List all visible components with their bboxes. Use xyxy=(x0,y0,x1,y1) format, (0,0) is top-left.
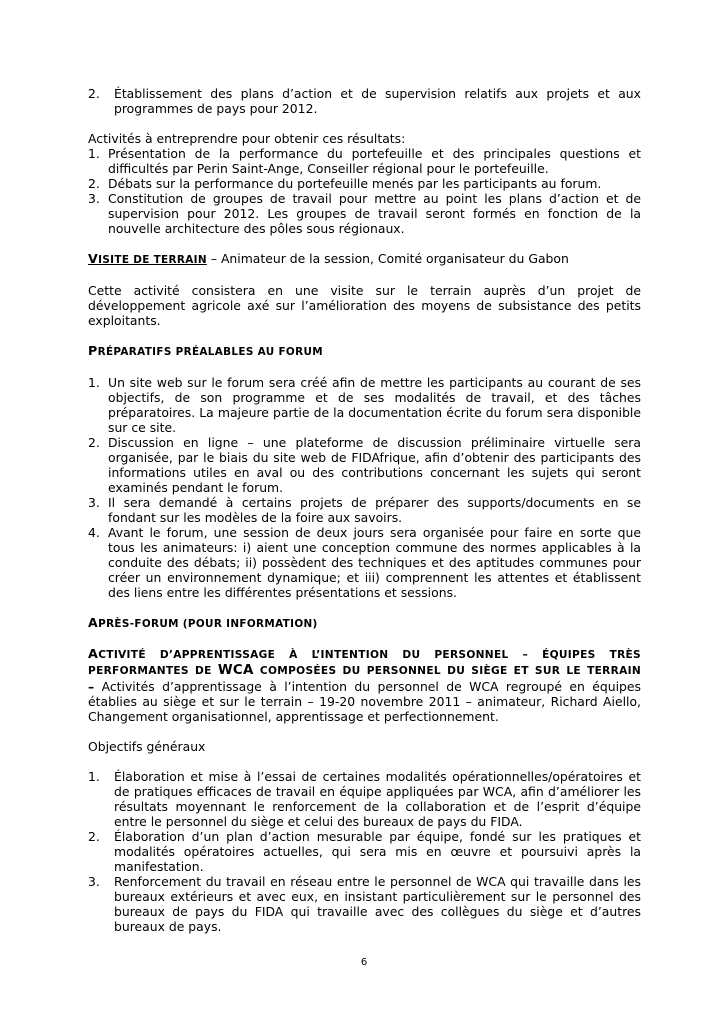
list-item xyxy=(88,176,641,191)
heading-dash: – xyxy=(88,679,95,694)
document-page xyxy=(88,86,641,934)
list-number: 2. xyxy=(88,176,100,191)
staff-learning-text: – Activités d’apprentissage à l’intention du personnel de WCA regroupé en équipes établies au siège et sur le terrain – 19-20 novembre 2011 – animateur, Richard Aiello, Changement organisationnel, apprentissage et perfectionnement. xyxy=(88,679,641,724)
after-forum-heading: APRÈS-FORUM (POUR INFORMATION) xyxy=(88,615,318,630)
intro-list xyxy=(88,86,641,116)
list-number: 1. xyxy=(88,375,100,390)
list-text: Établissement des plans d’action et de supervision relatifs aux projets et aux programmes de pays pour 2012. xyxy=(114,86,641,116)
list-item xyxy=(88,191,641,236)
page-number: 6 xyxy=(360,957,368,968)
list-number: 1. xyxy=(88,146,100,161)
list-item xyxy=(88,829,641,874)
list-item xyxy=(88,86,641,116)
list-item xyxy=(88,525,641,600)
objectives-list xyxy=(88,769,641,934)
list-number: 3. xyxy=(88,191,100,206)
list-text: Un site web sur le forum sera créé afin de mettre les participants au courant de ses objectifs, de son programme et de ses modalités de travail, et des tâches préparatoires. La majeure partie de la documentation écrite du forum sera disponible sur ce site. xyxy=(108,375,641,435)
list-number: 3. xyxy=(88,495,100,510)
activities-intro: Activités à entreprendre pour obtenir ces résultats: xyxy=(88,131,406,146)
preparations-heading: PRÉPARATIFS PRÉALABLES AU FORUM xyxy=(88,343,323,358)
list-text: Discussion en ligne – une plateforme de discussion préliminaire virtuelle sera organisée, par le biais du site web de FIDAfrique, afin d’obtenir des participants des informations utiles en aval ou des contributions concernant les sujets qui seront examinés pendant le forum. xyxy=(108,435,641,495)
field-visit-heading xyxy=(88,251,641,268)
heading-suffix: – Animateur de la session, Comité organisateur du Gabon xyxy=(206,251,569,266)
list-item xyxy=(88,874,641,934)
list-item xyxy=(88,769,641,829)
list-text: Il sera demandé à certains projets de préparer des supports/documents en se fondant sur les modèles de la foire aux savoirs. xyxy=(108,495,641,525)
list-text: Élaboration d’un plan d’action mesurable par équipe, fondé sur les pratiques et modalités opératoires actuelles, qui sera mis en œuvre et poursuivi après la manifestation. xyxy=(114,829,641,874)
list-number: 3. xyxy=(88,874,100,889)
staff-learning-heading-line1: ACTIVITÉ D’APPRENTISSAGE À L’INTENTION DU PERSONNEL – ÉQUIPES TRÈS xyxy=(88,647,641,662)
staff-learning-block xyxy=(88,647,641,724)
list-text: Présentation de la performance du portefeuille et des principales questions et difficultés par Perin Saint-Ange, Conseiller régional pour le portefeuille. xyxy=(108,146,641,176)
list-item xyxy=(88,435,641,495)
staff-learning-heading-line2: PERFORMANTES DE WCA COMPOSÉES DU PERSONNEL DU SIÈGE ET SUR LE TERRAIN xyxy=(88,663,642,678)
objectives-title: Objectifs généraux xyxy=(88,739,206,754)
list-item xyxy=(88,146,641,176)
activities-list xyxy=(88,146,641,236)
list-number: 2. xyxy=(88,86,100,101)
field-visit-text: Cette activité consistera en une visite sur le terrain auprès d’un projet de développement agricole axé sur l’amélioration des moyens de subsistance des petits exploitants. xyxy=(88,283,641,328)
list-text: Élaboration et mise à l’essai de certaines modalités opérationnelles/opératoires et de pratiques efficaces de travail en équipe appliquées par WCA, afin d’améliorer les résultats moyennant le renforcement de la collaboration et de l’esprit d’équipe entre le personnel du siège et celui des bureaux de pays du FIDA. xyxy=(114,769,641,829)
list-number: 2. xyxy=(88,435,100,450)
list-number: 2. xyxy=(88,829,100,844)
list-number: 1. xyxy=(88,769,100,784)
section-heading: VISITE DE TERRAIN xyxy=(88,251,207,266)
list-item xyxy=(88,375,641,435)
preparations-list xyxy=(88,375,641,600)
list-number: 4. xyxy=(88,525,100,540)
list-text: Débats sur la performance du portefeuille menés par les participants au forum. xyxy=(108,176,602,191)
list-text: Avant le forum, une session de deux jours sera organisée pour faire en sorte que tous les animateurs: i) aient une conception commune des normes applicables à la conduite des débats; ii) possèdent des techniques et des aptitudes communes pour créer un environnement dynamique; et iii) comprennent les attentes et établissent des liens entre les différentes présentations et sessions. xyxy=(108,525,641,600)
list-item xyxy=(88,495,641,525)
list-text: Renforcement du travail en réseau entre le personnel de WCA qui travaille dans les bureaux extérieurs et avec eux, en insistant particulièrement sur le personnel des bureaux de pays du FIDA qui travaille avec des collègues du siège et d’autres bureaux de pays. xyxy=(114,874,641,934)
list-text: Constitution de groupes de travail pour mettre au point les plans d’action et de supervision pour 2012. Les groupes de travail seront formés en fonction de la nouvelle architecture des pôles sous régionaux. xyxy=(108,191,641,236)
